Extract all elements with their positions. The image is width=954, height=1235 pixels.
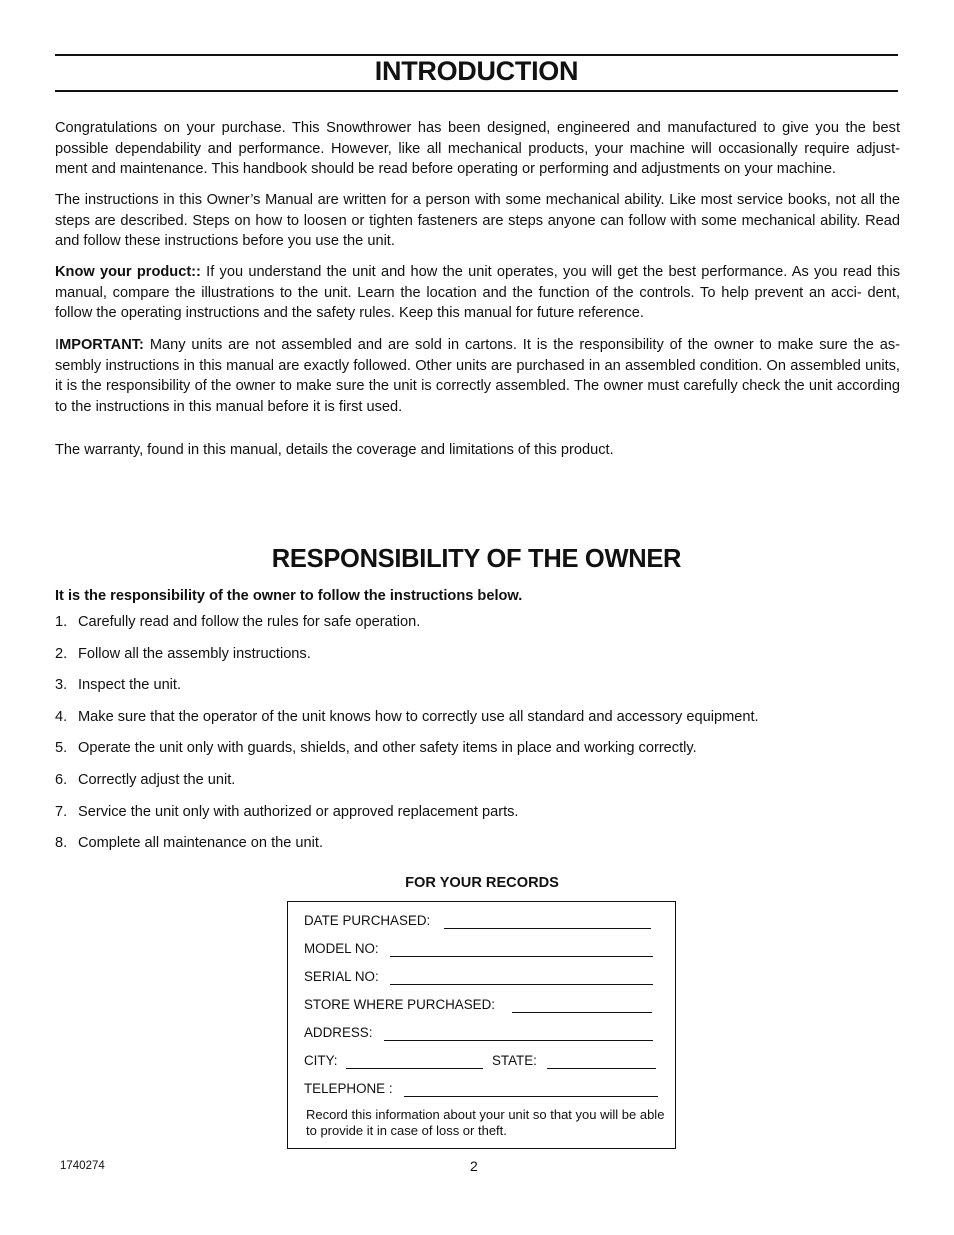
list-item <box>55 740 697 756</box>
serial-no-label: SERIAL NO: <box>304 969 379 984</box>
telephone-label: TELEPHONE : <box>304 1081 393 1096</box>
important-text: Many units are not assembled and are sold in cartons. It is the responsibility of the owner to make sure the as- sembly instructions in this manual are exactly followed. Other units are purchased in an assembled condition. On assembled units, it is the responsibility of the owner to make sure the unit is correctly assembled. The owner must carefully check the unit according to the instructions in this manual before it is first used. <box>55 337 900 415</box>
list-item-number: 8. <box>55 835 68 851</box>
records-title: FOR YOUR RECORDS <box>405 875 559 891</box>
list-item <box>55 835 323 851</box>
records-note: Record this information about your unit so that you will be able to provide it in case of loss or theft. <box>306 1107 665 1138</box>
model-no-field[interactable] <box>390 956 653 957</box>
list-item <box>55 709 759 725</box>
page-number: 2 <box>470 1158 478 1174</box>
know-your-product-label: Know your product:: <box>55 264 201 280</box>
address-field[interactable] <box>384 1040 653 1041</box>
list-item-number: 4. <box>55 709 68 725</box>
list-item-text: Complete all maintenance on the unit. <box>78 835 324 851</box>
list-item <box>55 677 181 693</box>
store-field[interactable] <box>512 1012 652 1013</box>
list-item-number: 1. <box>55 614 68 630</box>
intro-paragraph-2: The instructions in this Owner’s Manual are written for a person with some mechanical ability. Like most service books, not all the steps are described. Steps on how to loosen or tighten fasteners are steps anyone can follow with some mechanical ability. Read and follow these instructions before you use the unit. <box>55 192 900 250</box>
list-item-number: 7. <box>55 804 68 820</box>
list-item-text: Inspect the unit. <box>78 677 182 693</box>
intro-paragraph-4 <box>55 335 900 417</box>
date-purchased-field[interactable] <box>444 928 651 929</box>
list-item <box>55 646 311 662</box>
responsibility-title: RESPONSIBILITY OF THE OWNER <box>271 545 682 573</box>
serial-no-field[interactable] <box>390 984 653 985</box>
list-item-text: Operate the unit only with guards, shields, and other safety items in place and working correctly. <box>78 740 697 756</box>
intro-paragraph-3 <box>55 262 900 324</box>
list-item-number: 5. <box>55 740 68 756</box>
list-item-text: Carefully read and follow the rules for safe operation. <box>78 614 421 630</box>
records-form <box>287 901 676 1149</box>
list-item-text: Service the unit only with authorized or approved replacement parts. <box>78 804 519 820</box>
address-label: ADDRESS: <box>304 1025 373 1040</box>
model-no-label: MODEL NO: <box>304 941 379 956</box>
list-item-text: Follow all the assembly instructions. <box>78 646 311 662</box>
list-item-number: 6. <box>55 772 68 788</box>
store-label: STORE WHERE PURCHASED: <box>304 997 495 1012</box>
telephone-field[interactable] <box>404 1096 658 1097</box>
list-item-number: 2. <box>55 646 68 662</box>
list-item <box>55 804 519 820</box>
state-label: STATE: <box>492 1053 537 1068</box>
city-field[interactable] <box>346 1068 483 1069</box>
title-bottom-rule <box>55 90 898 92</box>
list-item-text: Make sure that the operator of the unit knows how to correctly use all standard and accessory equipment. <box>78 709 759 725</box>
city-label: CITY: <box>304 1053 338 1068</box>
intro-paragraph-1: Congratulations on your purchase. This Snowthrower has been designed, engineered and manufactured to give you the best possible dependability and performance. However, like all mechanical products, your machine will occasionally require adjust- ment and maintenance. This handbook should be read before operating or performing and adjustments on your machine. <box>55 120 900 178</box>
responsibility-lead: It is the responsibility of the owner to follow the instructions below. <box>55 588 523 604</box>
know-your-product-text: If you understand the unit and how the unit operates, you will get the best performance. As you read this manual, compare the illustrations to the unit. Learn the location and the function of the controls. To help prevent an acci- dent, follow the operating instructions and the safety rules. Keep this manual for future reference. <box>55 264 900 322</box>
date-purchased-label: DATE PURCHASED: <box>304 913 431 928</box>
list-item-text: Correctly adjust the unit. <box>78 772 236 788</box>
state-field[interactable] <box>547 1068 656 1069</box>
list-item <box>55 772 235 788</box>
list-item <box>55 614 420 630</box>
warranty-paragraph: The warranty, found in this manual, details the coverage and limitations of this product. <box>55 442 614 458</box>
list-item-number: 3. <box>55 677 68 693</box>
important-label: MPORTANT: <box>59 337 144 353</box>
introduction-title: INTRODUCTION <box>374 56 579 86</box>
document-number: 1740274 <box>60 1160 105 1172</box>
important-initial: I <box>55 337 60 353</box>
